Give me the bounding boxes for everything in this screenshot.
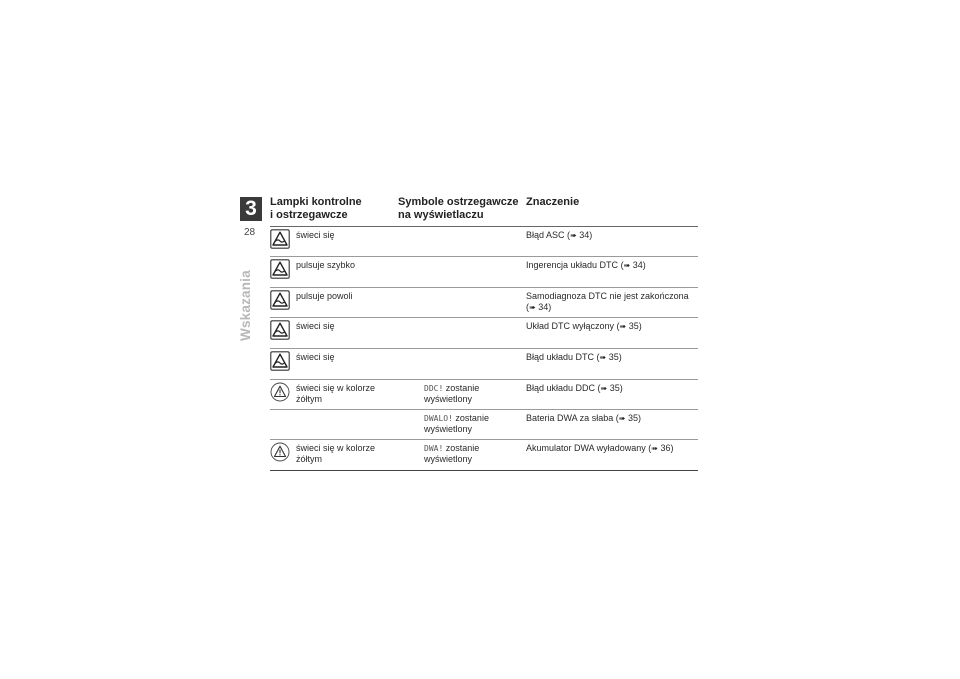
page-reference-arrow-icon: ➠ [570, 231, 577, 240]
page-reference-arrow-icon: ➠ [651, 444, 658, 453]
meaning-text: Ingerencja układu DTC [526, 260, 619, 270]
header-lamps-line-1: Lampki kontrolne [270, 196, 362, 208]
chapter-number: 3 [240, 197, 262, 221]
symbol-text: zostanie wyświetlony [424, 413, 489, 434]
meaning: Błąd układu DDC (➠ 35) [526, 383, 623, 393]
page-reference-arrow-icon: ➠ [599, 353, 607, 362]
header-lamps [270, 196, 400, 221]
lamp-state: pulsuje powoli [296, 291, 353, 301]
display-symbol [424, 443, 520, 465]
header-lamps-line-2: i ostrzegawcze [270, 208, 348, 221]
meaning: Błąd ASC (➠ 34) [526, 230, 593, 240]
header-meaning: Znaczenie [526, 196, 580, 208]
warning-triangle-boxed-icon [270, 320, 290, 340]
page-reference-link[interactable]: 35 [609, 383, 620, 393]
page-reference-link[interactable]: 35 [627, 413, 638, 423]
page-reference-link[interactable]: 35 [608, 352, 619, 362]
page-reference-arrow-icon: ➠ [619, 322, 627, 331]
display-symbol [424, 413, 520, 435]
page-reference-link[interactable]: 35 [628, 321, 639, 331]
table-row [270, 318, 698, 349]
table-body [270, 227, 698, 471]
page-reference-link[interactable]: 34 [632, 260, 643, 270]
table-row [270, 440, 698, 471]
symbol-text: zostanie wyświetlony [424, 443, 480, 464]
page-reference-arrow-icon: ➠ [618, 414, 626, 423]
lamp-state: świeci się [296, 230, 335, 240]
symbol-code: DWA! [424, 444, 444, 453]
warning-triangle-boxed-icon [270, 351, 290, 371]
page-number: 28 [244, 227, 256, 238]
symbol-code: DDC! [424, 384, 444, 393]
meaning-text: Błąd układu DTC [526, 352, 595, 362]
page-reference-link[interactable]: 34 [538, 302, 549, 312]
display-symbol [424, 383, 520, 405]
meaning: Akumulator DWA wyładowany (➠ 36) [526, 443, 674, 453]
warning-triangle-boxed-icon [270, 229, 290, 249]
symbol-text: zostanie wyświetlony [424, 383, 480, 404]
lamp-state: świeci się [296, 352, 335, 362]
lamp-state: pulsuje szybko [296, 260, 356, 270]
general-warning-icon [270, 442, 290, 462]
symbol-code: DWALO! [424, 414, 453, 423]
page-reference-link[interactable]: 34 [579, 230, 590, 240]
header-symbols-line-1: Symbole ostrzegawcze [398, 196, 519, 208]
table-row [270, 288, 698, 318]
page-reference-arrow-icon: ➠ [623, 261, 631, 270]
section-title: Wskazania [238, 270, 253, 341]
header-symbols-line-2: na wyświetlaczu [398, 208, 484, 221]
meaning: Błąd układu DTC (➠ 35) [526, 352, 622, 362]
meaning-text: Akumulator DWA wyładowany [526, 443, 646, 453]
page-reference-arrow-icon: ➠ [600, 384, 608, 393]
indicator-table [270, 196, 698, 471]
meaning-text: Bateria DWA za słaba [526, 413, 614, 423]
page-reference-arrow-icon: ➠ [529, 303, 536, 312]
meaning: Układ DTC wyłączony (➠ 35) [526, 321, 642, 331]
meaning-text: Samodiagnoza DTC nie jest zakończona [526, 291, 689, 301]
meaning: Ingerencja układu DTC (➠ 34) [526, 260, 646, 270]
table-row [270, 349, 698, 380]
header-symbols [398, 196, 528, 221]
warning-triangle-boxed-icon [270, 259, 290, 279]
lamp-state: świeci się w kolorze żółtym [296, 443, 376, 464]
meaning-text: Błąd układu DDC [526, 383, 596, 393]
meaning-text: Układ DTC wyłączony [526, 321, 615, 331]
table-header [270, 196, 698, 227]
table-row [270, 410, 698, 440]
warning-triangle-boxed-icon [270, 290, 290, 310]
table-row [270, 227, 698, 257]
meaning-text: Błąd ASC [526, 230, 565, 240]
lamp-state: świeci się [296, 321, 335, 331]
table-row [270, 380, 698, 410]
table-row [270, 257, 698, 288]
general-warning-icon [270, 382, 290, 402]
meaning: Samodiagnoza DTC nie jest zakończona (➠ 34) [526, 291, 689, 312]
lamp-state: świeci się w kolorze żółtym [296, 383, 376, 404]
page-reference-link[interactable]: 36 [660, 443, 671, 453]
meaning: Bateria DWA za słaba (➠ 35) [526, 413, 641, 423]
